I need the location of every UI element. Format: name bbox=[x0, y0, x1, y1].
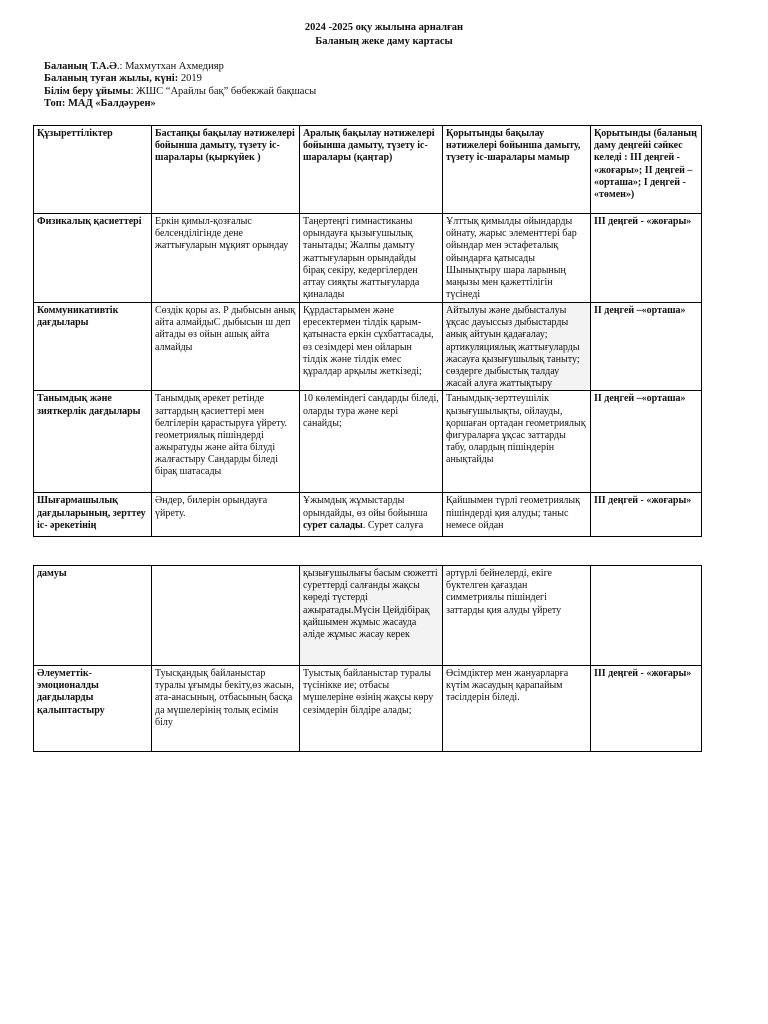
table-row bbox=[34, 566, 702, 666]
cell-initial: Сөздік қоры аз. Р дыбысын анық айта алмайдыС дыбысын ш деп айтады өз ойын ашық айта алмайды bbox=[152, 303, 300, 391]
cell-level: ІІ деңгей –«орташа» bbox=[591, 391, 702, 493]
cell-intermediate: 10 көлеміндегі сандарды біледі, оларды тура және кері санайды; bbox=[300, 391, 443, 493]
row-label-creative: Шығармашылық дағдыларының, зерттеу іс- әрекетінің bbox=[34, 493, 152, 537]
child-name-line bbox=[44, 61, 224, 74]
cell-initial: Туысқандық байланыстар туралы ұғымды бекіту,өз жасын, ата-анасының, отбасының басқа да мүшелерінің толық есімін білу bbox=[152, 666, 300, 752]
cell-intermediate: Таңертеңгі гимнастиканы орындауға қызығушылық танытады; Жалпы дамыту жаттығуларын орындайды бірақ секіру, кедергілерден аттау сияқты жаттығуларда қиналады bbox=[300, 214, 443, 303]
row-label-physical: Физикалық қасиеттері bbox=[34, 214, 152, 303]
birth-value: 2019 bbox=[178, 73, 202, 84]
cell-final: Ұлттық қимылды ойындарды ойнату, жарыс элементтері бар ойындар мен эстафеталық ойындарға қатысады Шынықтыру шара ларының маңызы мен қажеттілігін түсінеді bbox=[443, 214, 591, 303]
header-initial-control: Бастапқы бақылау нәтижелері бойынша дамыту, түзету іс-шаралары (қыркүйек ) bbox=[152, 126, 300, 214]
cell-level: ІІІ деңгей - «жоғары» bbox=[591, 493, 702, 537]
cell-level: ІІ деңгей –«орташа» bbox=[591, 303, 702, 391]
group-label: Топ: МАД «Балдәурен» bbox=[44, 98, 156, 109]
organization-label: Білім беру ұйымы bbox=[44, 86, 131, 97]
cell-level bbox=[591, 566, 702, 666]
header-intermediate-control: Аралық бақылау нәтижелері бойынша дамыту, түзету іс-шаралары (қаңтар) bbox=[300, 126, 443, 214]
group-line bbox=[44, 98, 156, 111]
birth-label: Баланың туған жылы, күні: bbox=[44, 73, 179, 84]
organization-value: : ЖШС “Арайлы бақ” бөбекжай бақшасы bbox=[130, 86, 317, 97]
development-table-page2 bbox=[33, 565, 702, 752]
header-final-control: Қорытынды бақылау нәтижелері бойынша дамыту, түзету іс-шаралары мамыр bbox=[443, 126, 591, 214]
table-header-row bbox=[34, 126, 702, 214]
cell-intermediate: Құрдастарымен және ересектермен тілдік қарым-қатынаста еркін сұхбаттасады, өз сезімдері мен ойларын тілдік және тілдік емес құралдар арқылы жеткізеді; bbox=[300, 303, 443, 391]
cell-final: Танымдық-зерттеушілік қызығушылықты, ойлауды, қоршаған ортадан геометриялық фигураларға ұқсас заттарды табу, олардың пішіндерін анықтайды bbox=[443, 391, 591, 493]
cell-final: әртүрлі бейнелерді, екіге бүктелген қағаздан симметриялы пішіндегі заттарды қия алуды үйрету bbox=[443, 566, 591, 666]
cell-final: Өсімдіктер мен жануарларға күтім жасаудың қарапайым тәсілдерін біледі. bbox=[443, 666, 591, 752]
cell-intermediate: қызығушылығы басым сюжетті суреттерді салғанды жақсы көреді түстерді ажыратады.Мүсін Цейдібірақ қайшымен жұмыс жасауда әліде жұмыс жасау керек bbox=[300, 566, 443, 666]
cell-final: Қайшымен түрлі геометриялық пішіндерді қия алуды; таныс немесе ойдан bbox=[443, 493, 591, 537]
cell-intermediate bbox=[300, 493, 443, 537]
child-name-separator: .: bbox=[116, 61, 126, 72]
document-title-line1: 2024 -2025 оқу жылына арналған bbox=[304, 22, 464, 33]
organization-line bbox=[44, 86, 316, 99]
child-name-label: Баланың Т.А.Ә bbox=[44, 61, 117, 72]
row-label-cognitive: Танымдық және зияткерлік дағдылары bbox=[34, 391, 152, 493]
table-row bbox=[34, 493, 702, 537]
development-table-page1 bbox=[33, 125, 702, 537]
table-row bbox=[34, 303, 702, 391]
cell-final: Айтылуы және дыбысталуы ұқсас дауыссыз дыбыстарды анық айтуын қадағалау; артикуляциялық жаттығуларды жасауға қызығушылық таныту; сөздерге дыбыстық талдау жасай алуға жаттықтыру bbox=[443, 303, 591, 391]
row-label-communicative: Коммуникативтік дағдылары bbox=[34, 303, 152, 391]
table-row bbox=[34, 666, 702, 752]
birth-line bbox=[44, 73, 202, 86]
row-label-social-emotional: Әлеуметтік-эмоционалды дағдыларды қалыптастыру bbox=[34, 666, 152, 752]
cell-initial: Еркін қимыл-қозғалыс белсенділігінде дене жаттығуларын мұқият орындау bbox=[152, 214, 300, 303]
cell-level: ІІІ деңгей - «жоғары» bbox=[591, 666, 702, 752]
table-row bbox=[34, 391, 702, 493]
cell-initial bbox=[152, 566, 300, 666]
cell-initial: Танымдық әрекет ретінде заттардың қасиеттері мен белгілерін қарастыруға үйрету. геометриялық пішіндерді ажыратуды және айта білуді жалғастыру Сандарды біледі бірақ шатасады bbox=[152, 391, 300, 493]
row-label-continuation: дамуы bbox=[34, 566, 152, 666]
cell-level: ІІІ деңгей - «жоғары» bbox=[591, 214, 702, 303]
header-competencies: Құзыреттіліктер bbox=[34, 126, 152, 214]
header-conclusion: Қорытынды (баланың даму деңгейі сәйкес келеді : ІІІ деңгей - «жоғары»; ІІ деңгей – «орташа»; І деңгей - «төмен») bbox=[591, 126, 702, 214]
cell-intermediate: Туыстық байланыстар туралы түсінікке ие; отбасы мүшелеріне өзінің жақсы көру сезімдерін білдіре алады; bbox=[300, 666, 443, 752]
cell-initial: Әндер, билерін орындауға үйрету. bbox=[152, 493, 300, 537]
table-row bbox=[34, 214, 702, 303]
child-name-value: Махмутхан Ахмедияр bbox=[125, 61, 224, 72]
cell-intermediate-part1: Ұжымдық жұмыстарды орындайды, өз ойы бойынша bbox=[303, 495, 428, 519]
cell-intermediate-part2: . Сурет салуға bbox=[362, 519, 424, 531]
document-title-line2: Баланың жеке даму картасы bbox=[315, 36, 453, 47]
cell-intermediate-bold: сурет салады bbox=[303, 519, 363, 531]
